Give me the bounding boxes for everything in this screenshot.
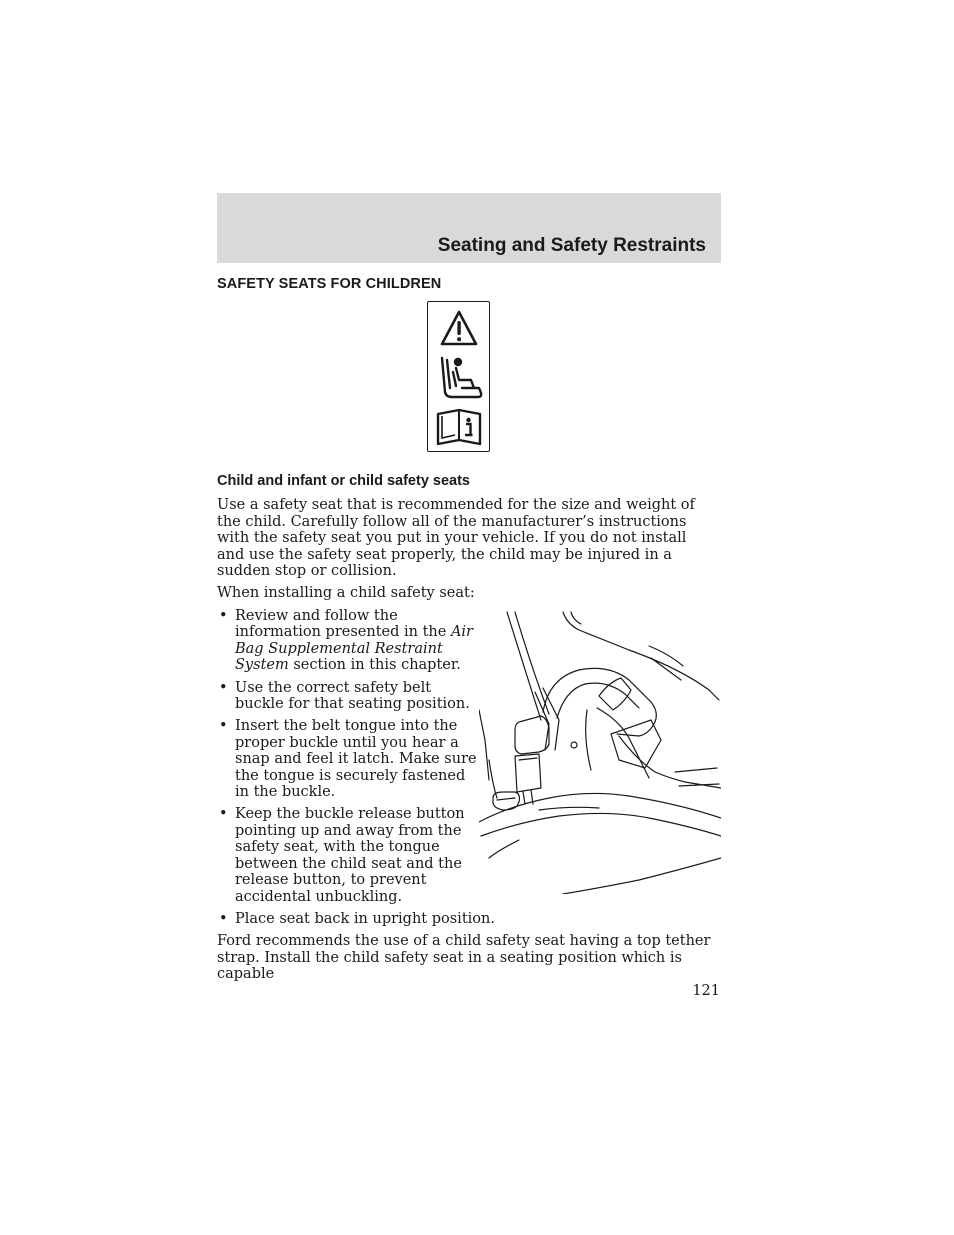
list-item [217,911,525,927]
list-item [217,608,479,674]
bullet-text-part: section in this chapter. [288,657,461,674]
list-item [217,680,479,713]
child-seat-icon [442,358,481,397]
page-header-title: Seating and Safety Restraints [437,235,706,256]
bullet-marker: • [219,910,228,927]
page-number: 121 [692,983,720,999]
warning-symbols-box [427,301,490,452]
bullet-text: Use the correct safety belt buckle for that seating position. [235,679,470,713]
seat-belt-buckle-illustration [479,610,721,894]
subsection-title: Child and infant or child safety seats [217,473,470,489]
bullet-marker: • [219,806,228,823]
header-band [217,193,721,263]
air-bag-reference: Air Bag Supplemental Restraint System [235,624,473,674]
installation-steps-list [217,608,495,933]
section-title: SAFETY SEATS FOR CHILDREN [217,276,442,292]
bullet-marker: • [219,718,228,735]
owner-manual-icon [438,410,480,444]
bullet-text: Keep the buckle release button pointing up and away from the safety seat, with the tongue between the child seat and the release button, to prevent accidental unbuckling. [235,806,465,905]
installing-intro-text: When installing a child safety seat: [217,585,475,601]
bullet-marker: • [219,679,228,696]
warning-triangle-icon [442,312,476,344]
list-item [217,806,479,904]
bullet-text: Place seat back in upright position. [235,910,495,927]
bullet-text-part: Review and follow the information presented in the [235,608,451,641]
bullet-marker: • [219,608,228,624]
intro-paragraph: Use a safety seat that is recommended for the size and weight of the child. Carefully follow all of the manufacturer’s instructions with the safety seat you put in your vehicle. If you do not install and use the safety seat properly, the child may be injured in a sudden stop or collision. [217,497,695,580]
tether-recommendation-paragraph: Ford recommends the use of a child safety seat having a top tether strap. Install the child safety seat in a seating position which is capable [217,933,711,983]
bullet-text: Insert the belt tongue into the proper buckle until you hear a snap and feel it latch. Make sure the tongue is securely fastened in the buckle. [235,718,477,801]
list-item [217,718,479,800]
warning-symbols [428,302,491,453]
